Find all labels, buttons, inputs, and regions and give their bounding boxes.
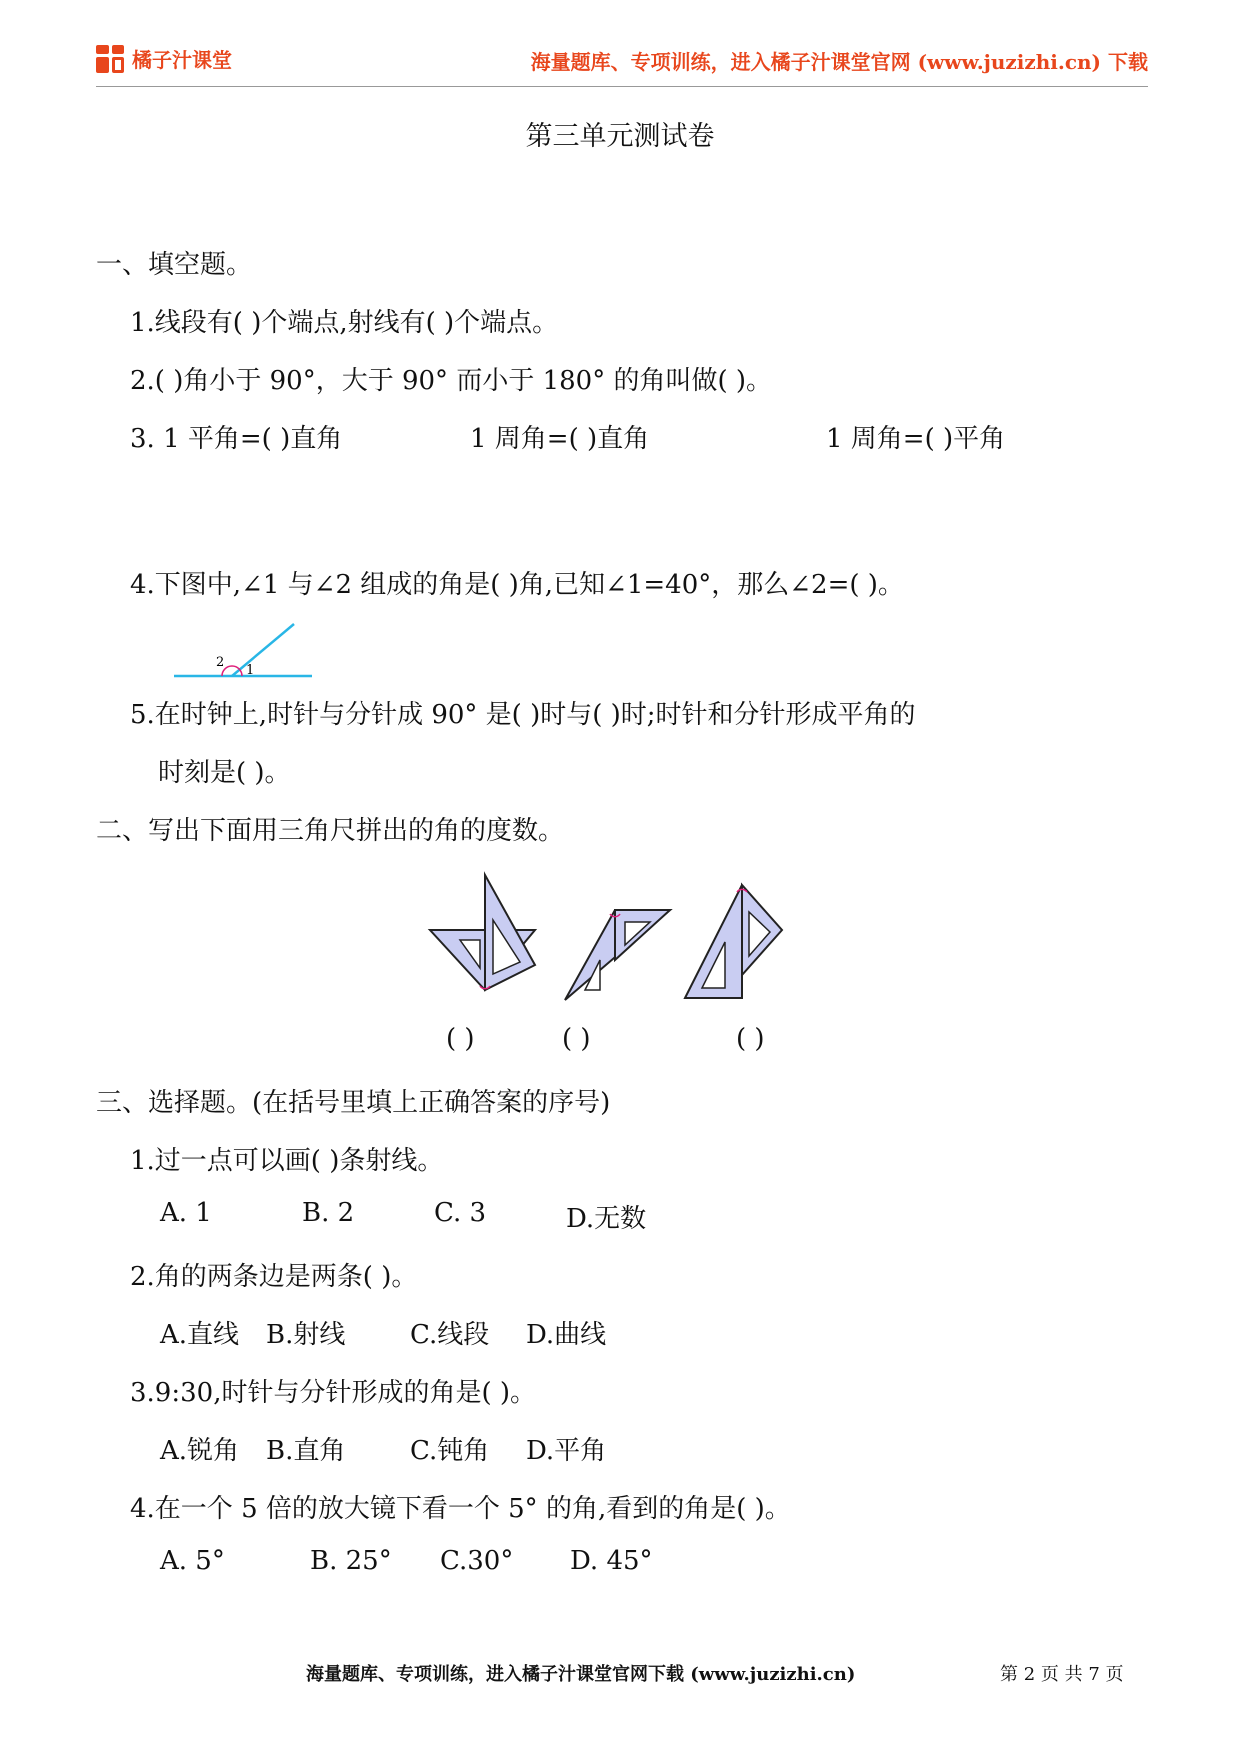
figure-ray (232, 624, 294, 676)
question-1-5-line1: 5.在时钟上,时针与分针成 90° 是( )时与( )时;时针和分针形成平角的 (130, 700, 916, 730)
angle-figure (170, 614, 330, 688)
option-3-3-c: C.钝角 (410, 1436, 490, 1466)
section3-heading: 三、选择题。(在括号里填上正确答案的序号) (96, 1088, 611, 1118)
angle-label-1: 1 (246, 663, 255, 678)
option-3-4-b: B. 25° (310, 1546, 392, 1576)
header-divider (96, 86, 1148, 87)
option-3-1-b: B. 2 (302, 1198, 355, 1228)
question-3-3: 3.9:30,时针与分针形成的角是( )。 (130, 1378, 537, 1408)
triangle-set-1 (430, 875, 535, 990)
footer-text: 海量题库、专项训练，进入橘子汁课堂官网下载 (www.juzizhi.cn) (306, 1664, 856, 1685)
question-1-1: 1.线段有( )个端点,射线有( )个端点。 (130, 308, 559, 338)
triangle-rulers-figure (420, 870, 840, 1014)
question-1-5-line2: 时刻是( )。 (158, 758, 291, 788)
question-3-2: 2.角的两条边是两条( )。 (130, 1262, 418, 1292)
page-number: 第 2 页 共 7 页 (1000, 1664, 1124, 1685)
option-3-4-a: A. 5° (160, 1546, 225, 1576)
logo-icon (96, 45, 124, 73)
brand-logo (96, 44, 232, 73)
section2-blank-3: ( ) (736, 1024, 765, 1054)
option-3-1-a: A. 1 (160, 1198, 212, 1228)
question-1-2: 2.( )角小于 90°，大于 90° 而小于 180° 的角叫做( )。 (130, 366, 773, 396)
option-3-4-d: D. 45° (570, 1546, 653, 1576)
triangle-set-3 (685, 885, 782, 998)
section2-heading: 二、写出下面用三角尺拼出的角的度数。 (96, 816, 565, 846)
option-3-3-d: D.平角 (526, 1436, 607, 1466)
option-3-1-d: D.无数 (566, 1204, 647, 1234)
header-slogan: 海量题库、专项训练，进入橘子汁课堂官网 (www.juzizhi.cn) 下载 (530, 50, 1148, 74)
question-3-1: 1.过一点可以画( )条射线。 (130, 1146, 444, 1176)
option-3-4-c: C.30° (440, 1546, 514, 1576)
question-1-3a: 3. 1 平角=( )直角 (130, 424, 343, 454)
section2-blank-2: ( ) (562, 1024, 591, 1054)
section2-blank-1: ( ) (446, 1024, 475, 1054)
question-1-4: 4.下图中,∠1 与∠2 组成的角是( )角,已知∠1=40°，那么∠2=( )。 (130, 570, 904, 600)
section1-heading: 一、填空题。 (96, 250, 253, 280)
option-3-2-c: C.线段 (410, 1320, 490, 1350)
question-3-4: 4.在一个 5 倍的放大镜下看一个 5° 的角,看到的角是( )。 (130, 1494, 791, 1524)
triangle-set-2 (565, 910, 670, 1000)
page-title: 第三单元测试卷 (525, 121, 715, 152)
option-3-3-b: B.直角 (266, 1436, 346, 1466)
question-1-3b: 1 周角=( )直角 (470, 424, 650, 454)
option-3-3-a: A.锐角 (160, 1436, 240, 1466)
option-3-2-b: B.射线 (266, 1320, 346, 1350)
option-3-2-a: A.直线 (160, 1320, 240, 1350)
option-3-1-c: C. 3 (434, 1198, 487, 1228)
question-1-3c: 1 周角=( )平角 (826, 424, 1006, 454)
angle-label-2: 2 (216, 655, 225, 670)
brand-name: 橘子汁课堂 (132, 48, 232, 72)
option-3-2-d: D.曲线 (526, 1320, 607, 1350)
